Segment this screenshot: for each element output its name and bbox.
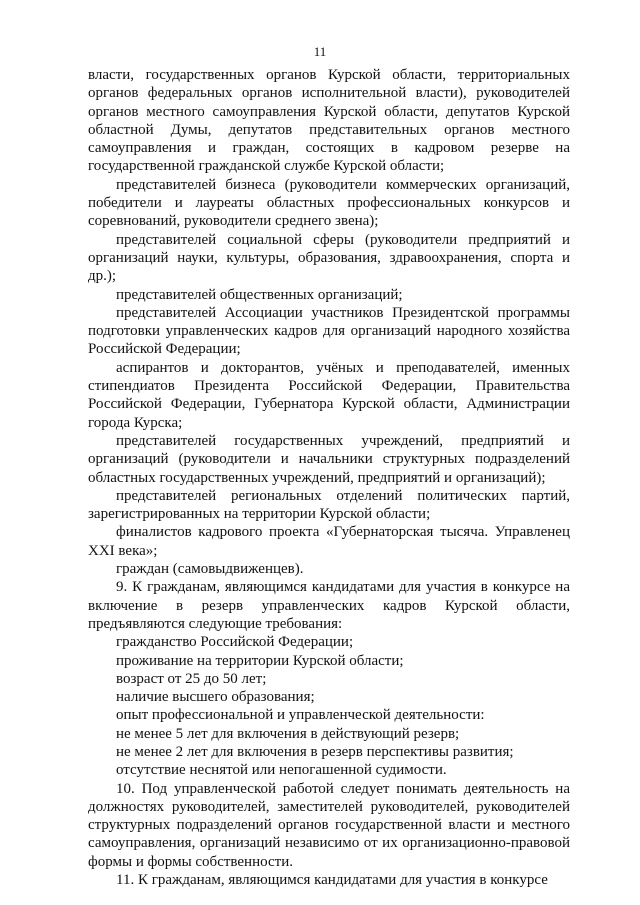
requirement-education: наличие высшего образования; [116, 689, 315, 706]
paragraph-business: представителей бизнеса (руководители коммерческих организаций, победители и лауреаты областных профессиональных конкурсов и соревнований, руководители среднего звена); [88, 176, 570, 230]
requirement-experience: опыт профессиональной и управленческой деятельности: [116, 707, 485, 724]
requirement-experience-5-years: не менее 5 лет для включения в действующий резерв; [116, 725, 460, 742]
paragraph-association: представителей Ассоциации участников Президентской программы подготовки управленческих кадров для организаций народного хозяйства Российской Федерации; [88, 304, 570, 358]
paragraph-finalists: финалистов кадрового проекта «Губернаторская тысяча. Управленец XXI века»; [88, 524, 570, 559]
paragraph-scholars: аспирантов и докторантов, учёных и преподавателей, именных стипендиатов Президента Российской Федерации, Правительства Российской Федерации, Губернатора Курской области, Администрации города Курска; [88, 359, 570, 431]
document-body [88, 66, 570, 889]
paragraph-section-9: 9. К гражданам, являющимся кандидатами для участия в конкурсе на включение в резерв управленческих кадров Курской области, предъявляются следующие требования: [88, 579, 570, 632]
requirement-experience-2-years: не менее 2 лет для включения в резерв перспективы развития; [116, 743, 514, 760]
requirement-citizenship: гражданство Российской Федерации; [116, 634, 354, 651]
paragraph-public-organizations: представителей общественных организаций; [116, 286, 403, 303]
paragraph-section-11: 11. К гражданам, являющимся кандидатами для участия в конкурсе [116, 872, 548, 889]
paragraph-social-sphere: представителей социальной сферы (руководители предприятий и организаций науки, культуры, образования, здравоохранения, спорта и др.); [88, 231, 570, 285]
paragraph-state-institutions: представителей государственных учреждений, предприятий и организаций (руководители и начальники структурных подразделений областных государственных учреждений, предприятий и организаций); [88, 432, 570, 486]
paragraph-section-10: 10. Под управленческой работой следует понимать деятельность на должностях руководителей, заместителей руководителей, руководителей структурных подразделений органов государственной власти и местного самоуправления, организаций независимо от их организационно-правовой формы и формы собственности. [88, 780, 570, 870]
requirement-no-criminal-record: отсутствие неснятой или непогашенной судимости. [116, 762, 447, 779]
paragraph-self-nominees: граждан (самовыдвиженцев). [116, 561, 304, 578]
paragraph-intro: власти, государственных органов Курской области, территориальных органов федеральных органов исполнительной власти), руководителей органов местного самоуправления Курской области, депутатов Курской областной Думы, депутатов представительных органов местного самоуправления и граждан, состоящих в кадровом резерве на государственной гражданской службе Курской области; [88, 67, 570, 175]
requirement-residence: проживание на территории Курской области; [116, 652, 404, 669]
page-number: 11 [313, 44, 327, 59]
paragraph-political-parties: представителей региональных отделений политических партий, зарегистрированных на территории Курской области; [88, 487, 570, 523]
requirement-age: возраст от 25 до 50 лет; [116, 670, 267, 687]
